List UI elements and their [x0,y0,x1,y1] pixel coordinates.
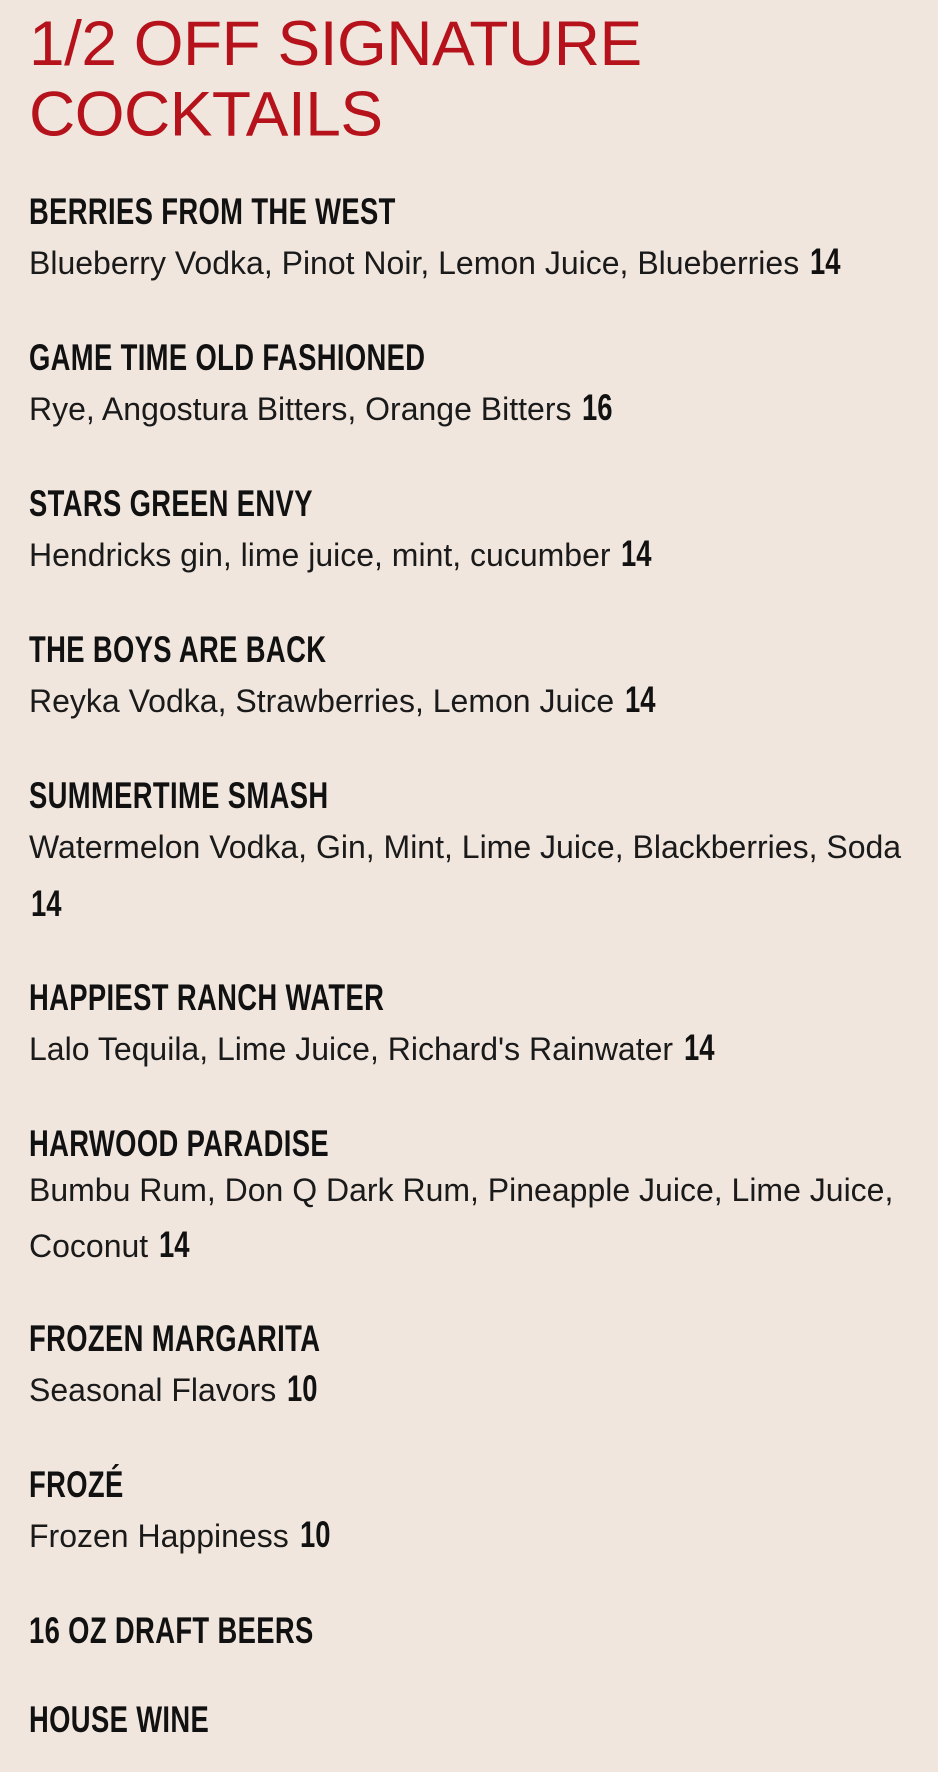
item-name: HARWOOD PARADISE [29,1123,330,1164]
item-description: Frozen Happiness [29,1518,289,1554]
menu-item-frozen-margarita [29,1317,909,1419]
item-description: Blueberry Vodka, Pinot Noir, Lemon Juice, Blueberries [29,245,800,281]
item-price: 14 [683,1027,715,1068]
menu-item-stars-green-envy [29,482,909,584]
item-description-line [29,234,909,292]
item-description-line [29,526,909,584]
menu-item-draft-beers [29,1609,909,1653]
item-price: 14 [810,241,841,282]
item-description: Bumbu Rum, Don Q Dark Rum, Pineapple Juice, Lime Juice, Coconut [29,1172,894,1264]
item-name: THE BOYS ARE BACK [29,629,327,670]
item-description-line [29,1361,909,1419]
item-description: Rye, Angostura Bitters, Orange Bitters [29,391,572,427]
item-description-line [29,1507,909,1565]
menu-item-froze [29,1463,909,1565]
item-price: 14 [31,883,62,924]
menu-item-summertime-smash [29,774,909,934]
menu-item-happiest-ranch-water [29,976,909,1078]
item-description-line [29,672,909,730]
item-description: Watermelon Vodka, Gin, Mint, Lime Juice, Blackberries, Soda [29,829,902,865]
item-name: HAPPIEST RANCH WATER [29,977,385,1018]
item-description: Reyka Vodka, Strawberries, Lemon Juice [29,683,615,719]
item-price: 14 [159,1224,190,1265]
item-name: BERRIES FROM THE WEST [29,191,396,232]
menu-title: 1/2 OFF SIGNATURE COCKTAILS [29,8,642,150]
menu-item-the-boys-are-back [29,628,909,730]
item-description: Lalo Tequila, Lime Juice, Richard's Rainwater [29,1031,674,1067]
item-description: Hendricks gin, lime juice, mint, cucumber [29,537,611,573]
item-name: FROZEN MARGARITA [29,1318,321,1359]
menu-item-game-time-old-fashioned [29,336,909,438]
item-price: 10 [299,1514,331,1555]
item-name: 16 OZ DRAFT BEERS [29,1610,314,1651]
menu-item-house-wine [29,1698,909,1742]
item-description-line [29,1020,909,1078]
item-description-line [29,380,909,438]
item-price: 14 [621,533,652,574]
menu-item-berries-from-the-west [29,190,909,292]
item-price: 14 [625,679,656,720]
item-name: FROZÉ [29,1464,124,1505]
menu-item-harwood-paradise [29,1122,909,1274]
item-description-line [29,818,909,934]
item-description: Seasonal Flavors [29,1372,277,1408]
item-name: GAME TIME OLD FASHIONED [29,337,426,378]
item-price: 16 [582,387,613,428]
item-description-line [29,1162,909,1274]
item-name: SUMMERTIME SMASH [29,775,329,816]
item-name: STARS GREEN ENVY [29,483,313,524]
item-name: HOUSE WINE [29,1699,210,1740]
item-price: 10 [287,1368,318,1409]
